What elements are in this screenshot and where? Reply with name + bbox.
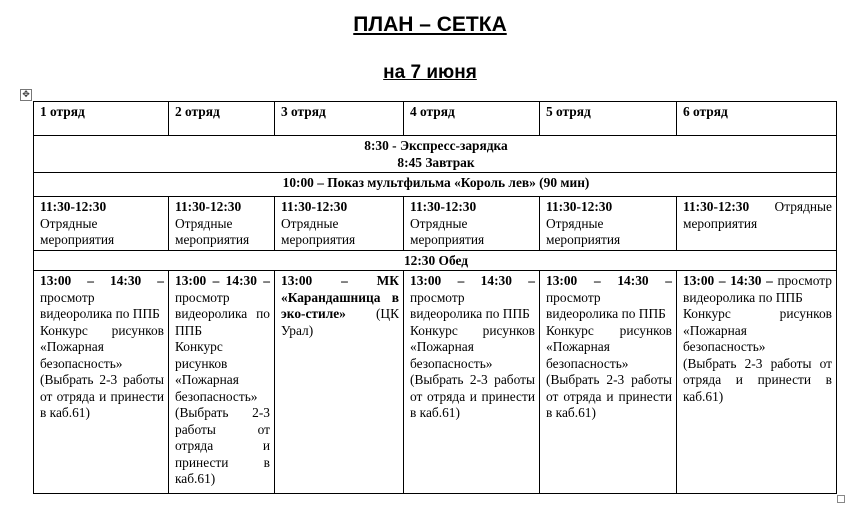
contest-text: Конкурс рисунков «Пожарная безопасность» — [683, 306, 832, 354]
afternoon-cell-2 — [169, 271, 275, 494]
page-subtitle: на 7 июня — [383, 62, 477, 83]
lunch-cell: 12:30 Обед — [34, 250, 837, 271]
video-text: просмотр видеоролика по ППБ — [40, 289, 160, 321]
video-text: просмотр видеоролика по ППБ — [683, 273, 832, 305]
activities-cell-1 — [34, 197, 169, 251]
activities-cell-2 — [169, 197, 275, 251]
afternoon-cell-5 — [540, 271, 677, 494]
afternoon-time: 13:00 – 14:30 – — [410, 273, 535, 288]
contest-text: Конкурс рисунков «Пожарная безопасность» — [410, 322, 535, 371]
activities-cell-6 — [677, 197, 837, 251]
table-row-cartoon — [34, 173, 837, 197]
activities-text: Отрядные мероприятия — [410, 215, 485, 247]
afternoon-cell-3 — [275, 271, 404, 494]
activities-time: 11:30-12:30 — [40, 199, 107, 214]
afternoon-time: 13:00 – 14:30 – — [40, 273, 164, 288]
cartoon-cell: 10:00 – Показ мультфильма «Король лев» (90 мин) — [34, 173, 837, 197]
activities-time: 11:30-12:30 — [410, 199, 477, 214]
video-text: просмотр видеоролика по ППБ — [175, 289, 270, 338]
afternoon-cell-4 — [404, 271, 540, 494]
activities-cell-4 — [404, 197, 540, 251]
activities-text: Отрядные мероприятия — [40, 215, 115, 247]
mk-place: (ЦК Урал) — [281, 306, 399, 338]
column-header-1: 1 отряд — [34, 102, 169, 136]
activities-text: Отрядные мероприятия — [175, 215, 250, 247]
exercise-text: 8:30 - Экспресс-зарядка — [364, 138, 508, 153]
video-text: просмотр видеоролика по ППБ — [546, 289, 666, 321]
contest-text: Конкурс рисунков «Пожарная безопасность» — [40, 322, 164, 371]
activities-text: Отрядные мероприятия — [546, 215, 621, 247]
contest-text: Конкурс рисунков «Пожарная безопасность» — [546, 322, 672, 371]
choose-text: (Выбрать 2-3 работы от отряда и принести в каб.61) — [546, 372, 672, 420]
afternoon-cell-1 — [34, 271, 169, 494]
table-row-morning — [34, 136, 837, 173]
schedule-table — [33, 101, 837, 494]
table-row-lunch — [34, 250, 837, 271]
contest-text: Конкурс рисунков «Пожарная безопасность» — [175, 339, 258, 404]
column-header-3: 3 отряд — [275, 102, 404, 136]
choose-text: (Выбрать 2-3 работы от отряда и принести в каб.61) — [40, 372, 164, 420]
mk-title: «Карандашница в эко-стиле» — [281, 289, 399, 321]
afternoon-time: 13:00 – 14:30 – — [683, 273, 773, 288]
table-move-handle-icon[interactable]: ✥ — [20, 89, 32, 101]
choose-text: (Выбрать 2-3 работы от отряда и принести в каб.61) — [410, 372, 535, 420]
afternoon-time: 13:00 – 14:30 – — [175, 273, 270, 288]
afternoon-cell-6 — [677, 271, 837, 494]
column-header-5: 5 отряд — [540, 102, 677, 136]
activities-time: 11:30-12:30 — [546, 199, 613, 214]
choose-text: (Выбрать 2-3 работы от отряда и принести в каб.61) — [683, 355, 832, 404]
table-row-afternoon — [34, 271, 837, 494]
activities-text: Отрядные мероприятия — [281, 215, 356, 247]
column-header-6: 6 отряд — [677, 102, 837, 136]
activities-cell-5 — [540, 197, 677, 251]
activities-cell-3 — [275, 197, 404, 251]
table-header-row — [34, 102, 837, 136]
activities-time: 11:30-12:30 — [683, 199, 750, 214]
breakfast-text: 8:45 Завтрак — [397, 154, 475, 170]
video-text: просмотр видеоролика по ППБ — [410, 289, 530, 321]
column-header-2: 2 отряд — [169, 102, 275, 136]
activities-time: 11:30-12:30 — [175, 199, 242, 214]
column-header-4: 4 отряд — [404, 102, 540, 136]
table-resize-handle[interactable] — [837, 495, 845, 503]
table-row-activities — [34, 197, 837, 251]
choose-text: (Выбрать 2-3 работы от отряда и принести в каб.61) — [175, 405, 270, 486]
mk-time: 13:00 – МК — [281, 273, 399, 288]
page-title: ПЛАН – СЕТКА — [353, 13, 507, 36]
afternoon-time: 13:00 – 14:30 – — [546, 273, 672, 288]
morning-cell — [34, 136, 837, 173]
activities-time: 11:30-12:30 — [281, 199, 348, 214]
activities-text: Отрядные мероприятия — [683, 199, 832, 231]
